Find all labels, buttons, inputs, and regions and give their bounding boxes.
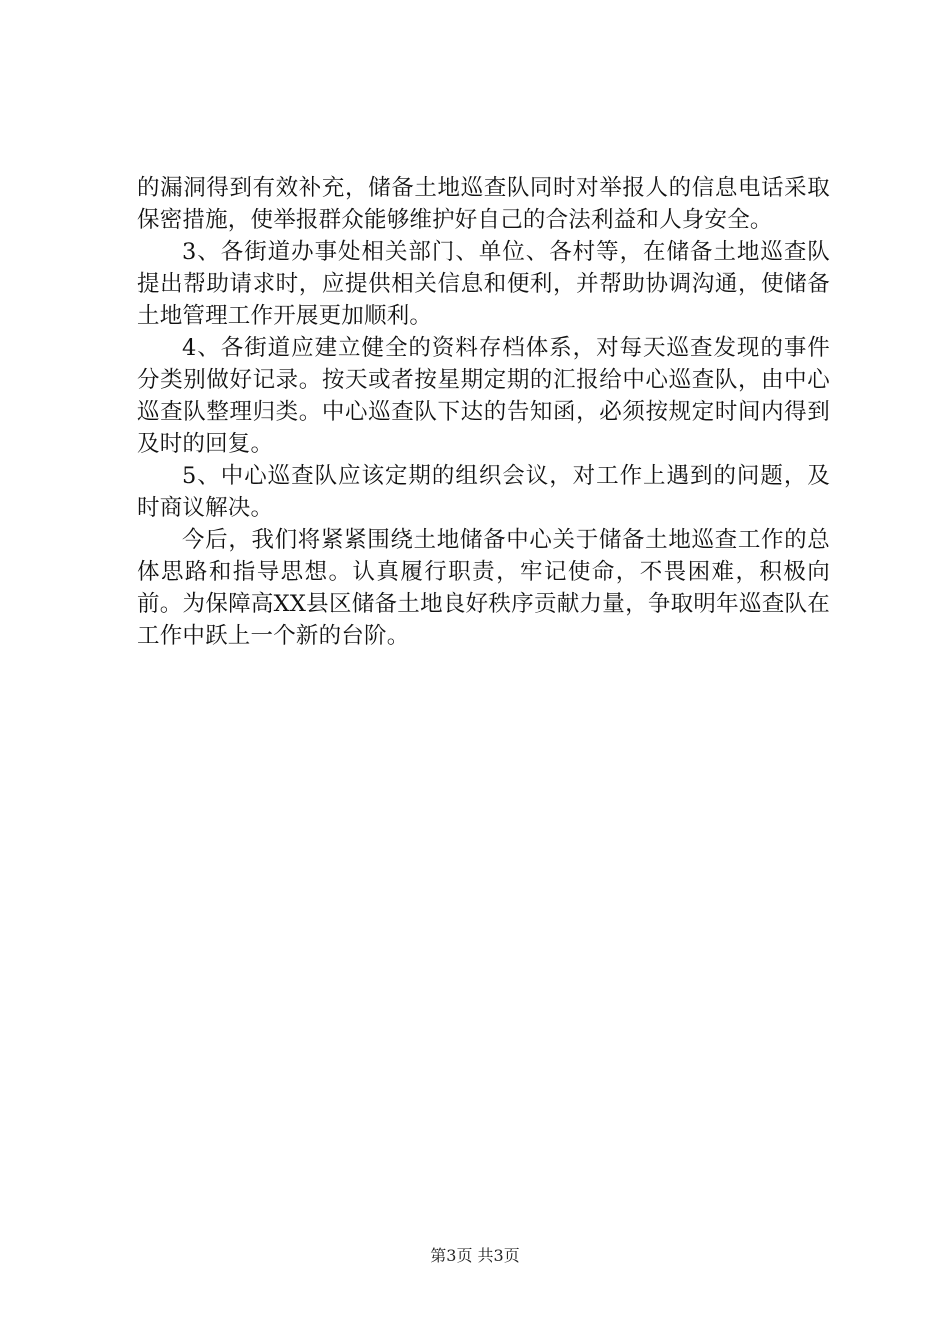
paragraph-continuation: 的漏洞得到有效补充，储备土地巡查队同时对举报人的信息电话采取保密措施，使举报群众能够维护好自己的合法利益和人身安全。 [137,175,830,233]
document-body [137,172,830,652]
paragraph-item-4: 4、各街道应建立健全的资料存档体系，对每天巡查发现的事件分类别做好记录。按天或者按星期定期的汇报给中心巡查队，由中心巡查队整理归类。中心巡查队下达的告知函，必须按规定时间内得到及时的回复。 [137,335,830,457]
paragraph-conclusion: 今后，我们将紧紧围绕土地储备中心关于储备土地巡查工作的总体思路和指导思想。认真履行职责，牢记使命，不畏困难，积极向前。为保障高XX县区储备土地良好秩序贡献力量，争取明年巡查队在工作中跃上一个新的台阶。 [137,527,830,649]
paragraph-item-3: 3、各街道办事处相关部门、单位、各村等，在储备土地巡查队提出帮助请求时，应提供相关信息和便利，并帮助协调沟通，使储备土地管理工作开展更加顺利。 [137,239,830,329]
page-footer: 第3页 共3页 [430,1246,520,1265]
paragraph-item-5: 5、中心巡查队应该定期的组织会议，对工作上遇到的问题，及时商议解决。 [137,463,830,521]
